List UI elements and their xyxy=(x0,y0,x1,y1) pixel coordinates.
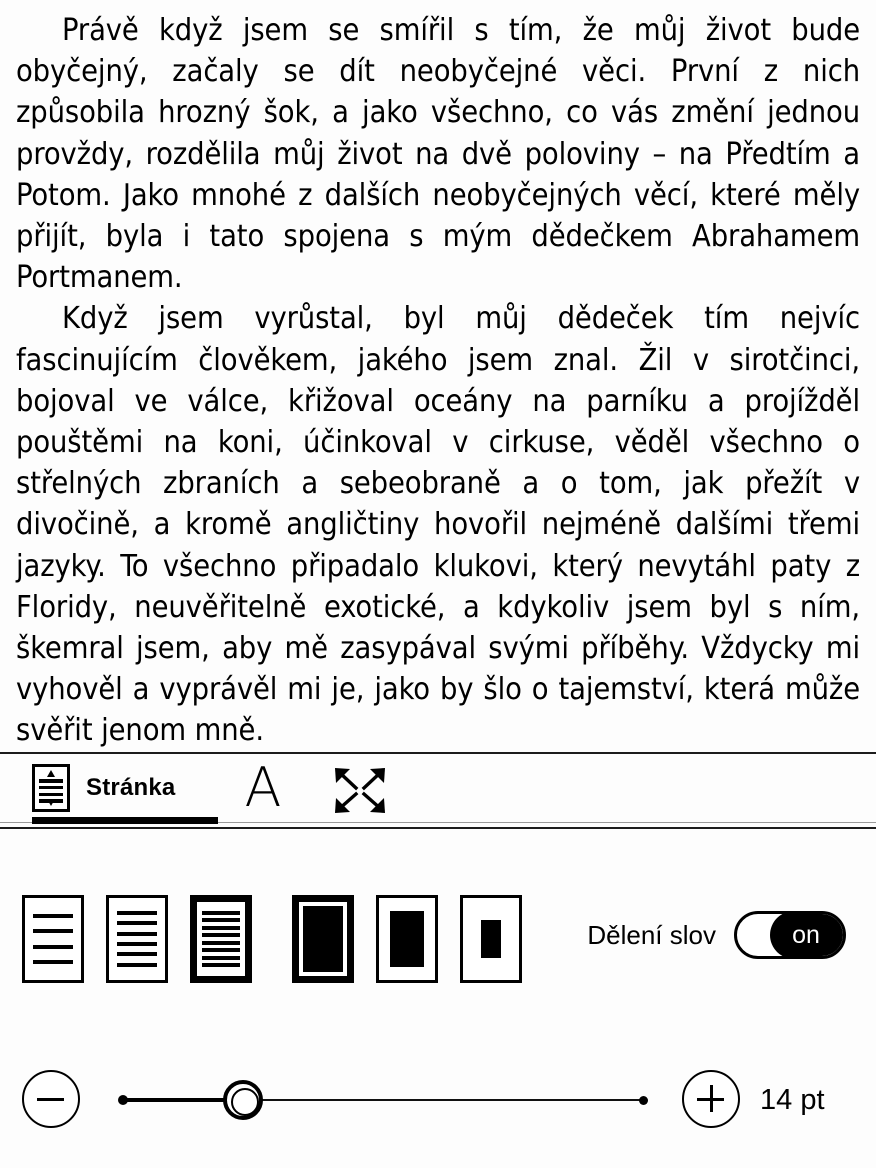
margin-block xyxy=(481,920,501,958)
margin-medium-icon xyxy=(376,895,438,983)
margin-option-medium[interactable] xyxy=(376,895,438,983)
minus-icon xyxy=(37,1098,64,1101)
expand-arrows-icon xyxy=(330,764,390,816)
tab-page[interactable] xyxy=(32,762,175,814)
slider-knob[interactable] xyxy=(223,1080,263,1120)
font-size-decrease-button[interactable] xyxy=(22,1070,80,1128)
font-size-increase-button[interactable] xyxy=(682,1070,740,1128)
book-paragraph: Právě když jsem se smířil s tím, že můj život bude obyčejný, začaly se dít neobyčejné věci. První z nich způsobila hrozný šok, a jako všechno, co vás změní jednou provždy, rozdělila můj život na dvě poloviny – na Předtím a Potom. Jako mnohé z dalších neobyčejných věcí, které měly přijít, byla i tato spojena s mým dědečkem Abrahamem Portmanem. xyxy=(16,13,860,296)
plus-icon-vertical xyxy=(710,1085,713,1112)
book-paragraph: Když jsem vyrůstal, byl můj dědeček tím nejvíc fascinujícím člověkem, jakého jsem znal. Žil v sirotčinci, bojoval ve válce, křižoval oceány na parníku a projížděl pouštěmi na koni, účinkoval v cirkuse, věděl všechno o střelných zbraních a sebeobraně a o tom, jak přežít v divočině, a kromě angličtiny hovořil nejméně dalšími třemi jazyky. To všechno připadalo klukovi, který nevytáhl paty z Floridy, neuvěřitelně exotické, a kdykoliv jsem byl s ním, škemral jsem, aby mě zasypával svými příběhy. Vždycky mi vyhověl a vyprávěl mi je, jako by šlo o tajemství, která může svěřit jenom mně. xyxy=(16,301,860,749)
hyphenation-setting xyxy=(587,911,846,959)
hyphenation-label: Dělení slov xyxy=(587,919,716,950)
margin-block xyxy=(303,906,343,972)
margin-small-icon xyxy=(292,895,354,983)
arrow-up-icon xyxy=(47,770,55,777)
margin-option-large[interactable] xyxy=(460,895,522,983)
letter-a-icon: A xyxy=(244,756,282,819)
slider-track-remaining xyxy=(258,1099,643,1101)
margin-large-icon xyxy=(460,895,522,983)
margin-option-small[interactable] xyxy=(292,895,354,983)
slider-end-dot xyxy=(639,1096,648,1105)
arrow-down-icon xyxy=(47,799,55,806)
line-spacing-option-medium[interactable] xyxy=(106,895,168,983)
font-size-slider[interactable] xyxy=(118,1090,648,1110)
font-size-value: 14 pt xyxy=(760,1084,825,1116)
margin-block xyxy=(390,911,424,967)
layout-options-row xyxy=(0,895,876,990)
toggle-state-label: on xyxy=(792,920,820,949)
tab-expand[interactable] xyxy=(330,764,390,816)
font-size-row xyxy=(0,1060,876,1140)
line-spacing-option-wide[interactable] xyxy=(22,895,84,983)
tab-active-indicator xyxy=(32,817,218,824)
line-spacing-option-tight[interactable] xyxy=(190,895,252,983)
hyphenation-toggle[interactable] xyxy=(734,911,846,959)
page-settings-icon xyxy=(32,764,70,812)
settings-tab-bar xyxy=(0,754,876,824)
line-spacing-medium-icon xyxy=(106,895,168,983)
panel-mid-divider xyxy=(0,827,876,829)
line-spacing-wide-icon xyxy=(22,895,84,983)
tab-page-label: Stránka xyxy=(86,774,176,801)
line-spacing-tight-icon xyxy=(190,895,252,983)
tab-font[interactable] xyxy=(232,756,294,819)
toggle-knob xyxy=(770,911,846,959)
